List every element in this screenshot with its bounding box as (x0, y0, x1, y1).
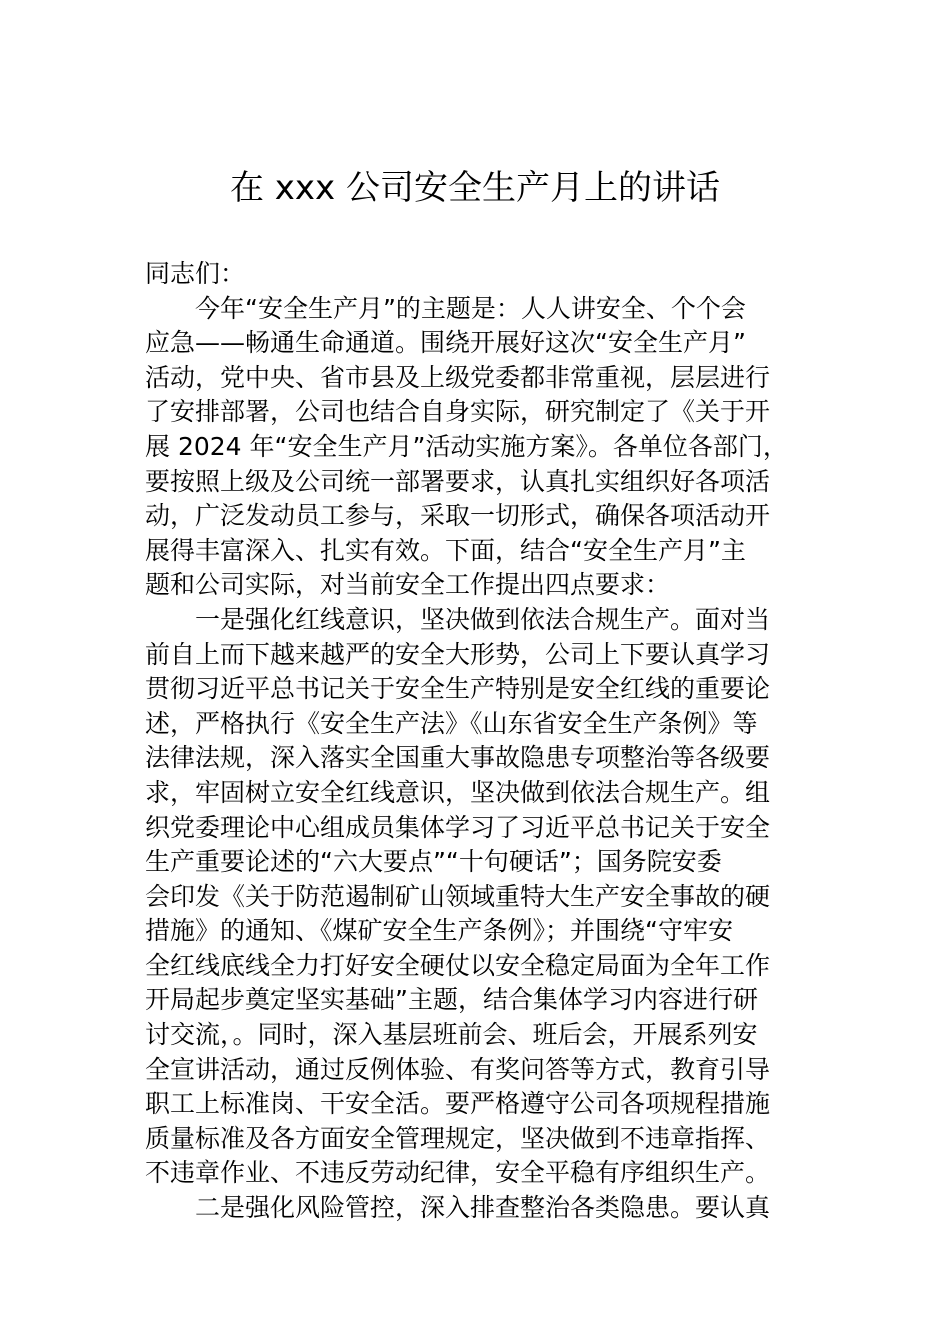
text-line: 不违章作业、不违反劳动纪律，安全平稳有序组织生产。 (145, 1158, 771, 1188)
text-line: 职工上标准岗、干安全活。要严格遵守公司各项规程措施 (145, 1089, 771, 1119)
text-line: 生产重要论述的“六大要点”“十句硬话”；国务院安委 (145, 847, 722, 877)
text-line: 全红线底线全力打好安全硬仗以安全稳定局面为全年工作 (145, 950, 771, 980)
text-line: 一是强化红线意识，坚决做到依法合规生产。面对当 (195, 604, 771, 634)
text-line: 展得丰富深入、扎实有效。下面，结合“安全生产月”主 (145, 535, 746, 565)
text-line: 开局起步奠定坚实基础”主题，结合集体学习内容进行研 (145, 985, 758, 1015)
text-line: 今年“安全生产月”的主题是：人人讲安全、个个会 (195, 293, 746, 323)
text-line: 质量标准及各方面安全管理规定，坚决做到不违章指挥、 (145, 1123, 771, 1153)
text-line: 动，广泛发动员工参与，采取一切形式，确保各项活动开 (145, 501, 771, 531)
document-body (145, 257, 815, 1226)
text-line: 了安排部署，公司也结合自身实际，研究制定了《关于开 (145, 397, 771, 427)
text-line: 求，牢固树立安全红线意识，坚决做到依法合规生产。组 (145, 777, 771, 807)
text-line: 贯彻习近平总书记关于安全生产特别是安全红线的重要论 (145, 674, 771, 704)
salutation: 同志们： (145, 259, 246, 288)
text-line: 讨交流，。同时，深入基层班前会、班后会，开展系列安 (145, 1020, 758, 1050)
text-line: 展 2024 年“安全生产月”活动实施方案》。各单位各部门， (145, 431, 788, 461)
text-line: 会印发《关于防范遏制矿山领域重特大生产安全事故的硬 (145, 881, 771, 911)
text-line: 法律法规，深入落实全国重大事故隐患专项整治等各级要 (145, 743, 771, 773)
text-line: 二是强化风险管控，深入排查整治各类隐患。要认真 (195, 1193, 771, 1223)
document-title: 在 xxx 公司安全生产月上的讲话 (230, 168, 720, 208)
text-line: 活动，党中央、省市县及上级党委都非常重视，层层进行 (145, 362, 771, 392)
text-line: 措施》的通知、《煤矿安全生产条例》；并围绕“守牢安 (145, 916, 733, 946)
text-line: 述，严格执行《安全生产法》《山东省安全生产条例》等 (145, 708, 758, 738)
text-line: 应急——畅通生命通道。围绕开展好这次“安全生产月” (145, 328, 746, 358)
paragraph-lines (145, 292, 815, 1226)
text-line: 要按照上级及公司统一部署要求，认真扎实组织好各项活 (145, 466, 771, 496)
text-line: 前自上而下越来越严的安全大形势，公司上下要认真学习 (145, 639, 771, 669)
text-line: 题和公司实际，对当前安全工作提出四点要求： (145, 570, 671, 600)
text-line: 织党委理论中心组成员集体学习了习近平总书记关于安全 (145, 812, 771, 842)
text-line: 全宣讲活动，通过反例体验、有奖问答等方式，教育引导 (145, 1054, 771, 1084)
